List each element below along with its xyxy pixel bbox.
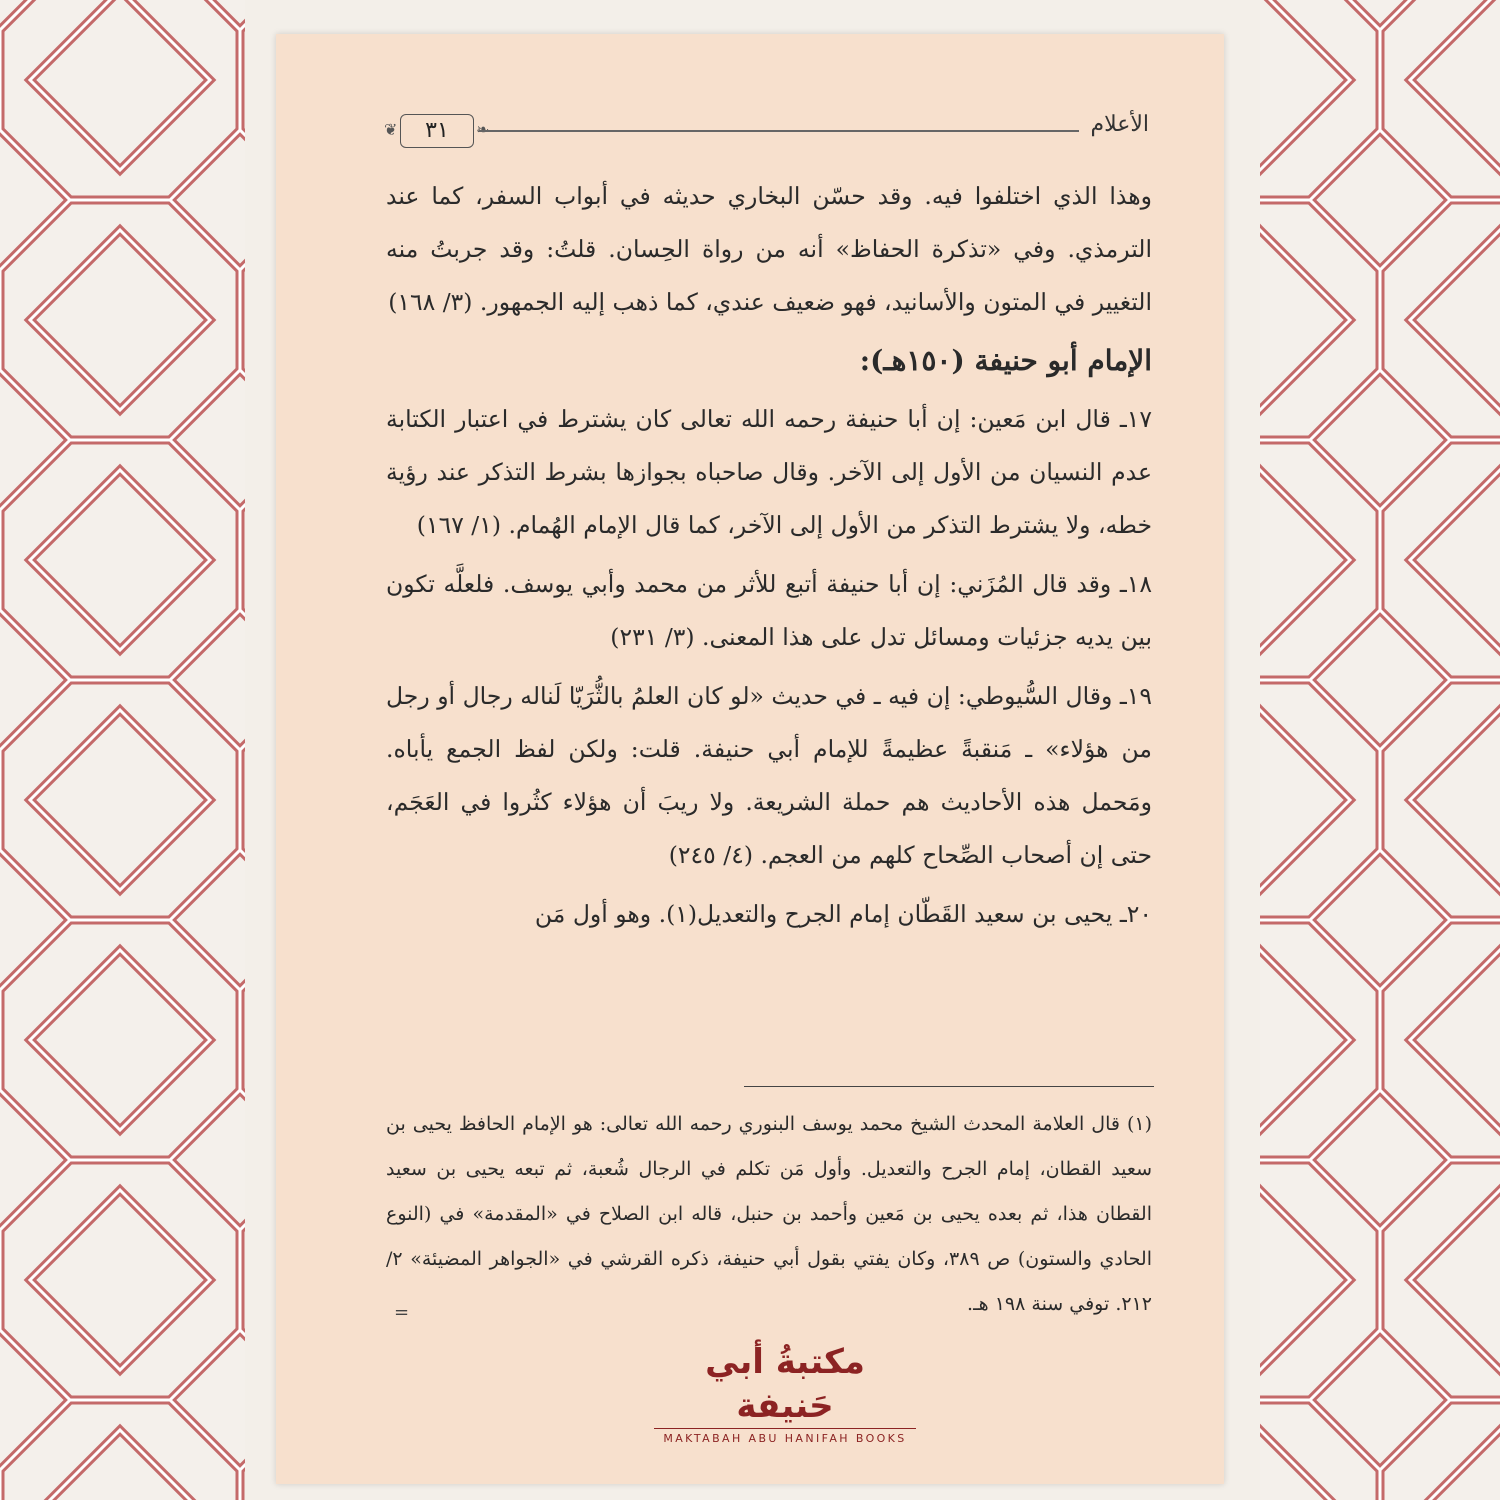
decorative-pattern-right [1260, 0, 1500, 1500]
book-page [276, 34, 1224, 1484]
ornament-right-icon: ❧ [476, 120, 490, 139]
logo-english-text: MAKTABAH ABU HANIFAH BOOKS [654, 1428, 916, 1445]
publisher-logo [654, 1340, 916, 1445]
ornament-left-icon: ❦ [384, 120, 398, 139]
logo-arabic-text: مكتبةُ أبي حَنيفة [705, 1342, 865, 1426]
page-number: ٣١ [400, 114, 474, 148]
section-heading: الإمام أبو حنيفة (١٥٠هـ): [859, 344, 1152, 377]
decorative-pattern-left [0, 0, 245, 1500]
page-body [386, 170, 1152, 941]
footnote: (١) قال العلامة المحدث الشيخ محمد يوسف البنوري رحمه الله تعالى: هو الإمام الحافظ يحيى بن سعيد القطان، إمام الجرح والتعديل. وأول مَن تكلم في الرجال شُعبة، ثم تبعه يحيى بن سعيد القطان هذا، ثم بعده يحيى بن مَعين وأحمد بن حنبل، قاله ابن الصلاح في «المقدمة» في (النوع الحادي والستون) ص ٣٨٩، وكان يفتي بقول أبي حنيفة، ذكره القرشي في «الجواهر المضيئة» ٢/ ٢١٢. توفي سنة ١٩٨ هـ. [386, 1113, 1152, 1315]
entry-20: ٢٠ـ يحيى بن سعيد القَطّان إمام الجرح والتعديل(١). وهو أول مَن [534, 900, 1152, 928]
entry-18: ١٨ـ وقد قال المُزَني: إن أبا حنيفة أتبع للأثر من محمد وأبي يوسف. فلعلَّه تكون بين يديه جزئيات ومسائل تدل على هذا المعنى. (٣/ ٢٣١) [386, 570, 1152, 651]
footnote-rule [744, 1086, 1154, 1087]
page-header [384, 112, 1149, 152]
entry-19: ١٩ـ وقال السُّيوطي: إن فيه ـ في حديث «لو كان العلمُ بالثُّرَيّا لَناله رجال أو رجل من هؤلاء» ـ مَنقبةً عظيمةً للإمام أبي حنيفة. قلت: ولكن لفظ الجمع يأباه. ومَحمل هذه الأحاديث هم حملة الشريعة. ولا ريبَ أن هؤلاء كثُروا في العَجَم، حتى إن أصحاب الصِّحاح كلهم من العجم. (٤/ ٢٤٥) [386, 682, 1152, 869]
footnote-continuation-mark: = [394, 1302, 410, 1323]
header-rule [479, 130, 1079, 132]
running-title: الأعلام [1090, 112, 1149, 137]
paragraph-intro: وهذا الذي اختلفوا فيه. وقد حسّن البخاري حديثه في أبواب السفر، كما عند الترمذي. وفي «تذكرة الحفاظ» أنه من رواة الحِسان. قلتُ: وقد جربتُ منه التغيير في المتون والأسانيد، فهو ضعيف عندي، كما ذهب إليه الجمهور. (٣/ ١٦٨) [386, 182, 1152, 316]
entry-17: ١٧ـ قال ابن مَعين: إن أبا حنيفة رحمه الله تعالى كان يشترط في اعتبار الكتابة عدم النسيان من الأول إلى الآخر. وقال صاحباه بجوازها بشرط التذكر عند رؤية خطه، ولا يشترط التذكر من الأول إلى الآخر، كما قال الإمام الهُمام. (١/ ١٦٧) [386, 405, 1152, 539]
